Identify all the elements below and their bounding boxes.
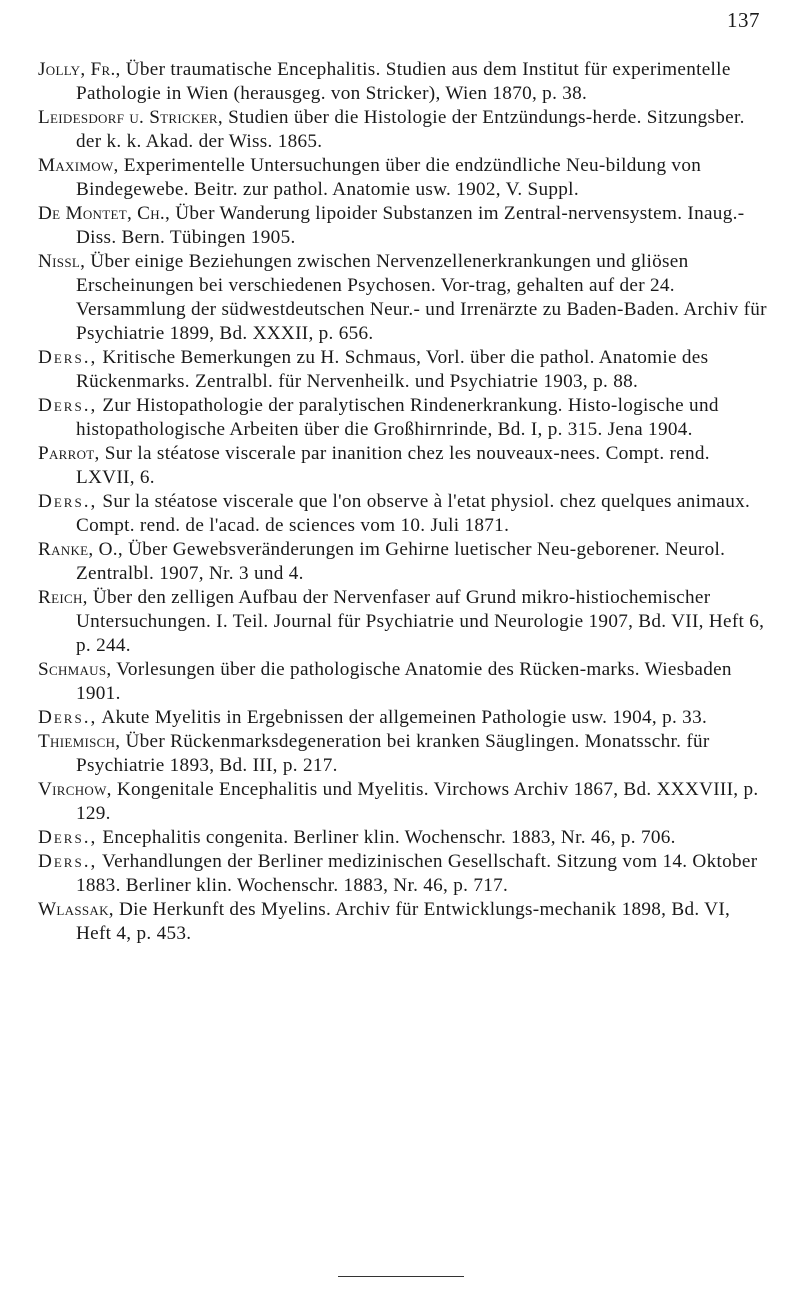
reference-entry bbox=[38, 346, 768, 394]
reference-text: Experimentelle Untersuchungen über die endzündliche Neu-bildung von Bindegewebe. Beitr. zur pathol. Anatomie usw. 1902, V. Suppl. bbox=[76, 155, 702, 200]
reference-author: Wlassak, bbox=[38, 899, 114, 920]
reference-entry bbox=[38, 538, 768, 586]
reference-author: Maximow, bbox=[38, 155, 119, 176]
reference-author: Virchow, bbox=[38, 779, 112, 800]
reference-entry bbox=[38, 250, 768, 346]
reference-entry bbox=[38, 106, 768, 154]
reference-entry bbox=[38, 730, 768, 778]
reference-text: Studien über die Histologie der Entzündungs-herde. Sitzungsber. der k. k. Akad. der Wiss. 1865. bbox=[76, 107, 745, 152]
reference-text: Zur Histopathologie der paralytischen Rindenerkrankung. Histo-logische und histopathologische Arbeiten über die Großhirnrinde, Bd. I, p. 315. Jena 1904. bbox=[76, 395, 719, 440]
reference-text: Vorlesungen über die pathologische Anatomie des Rücken-marks. Wiesbaden 1901. bbox=[76, 659, 732, 704]
reference-entry bbox=[38, 826, 768, 850]
reference-author: Ders., bbox=[38, 827, 98, 848]
reference-list bbox=[38, 58, 768, 946]
reference-author: Leidesdorf u. Stricker, bbox=[38, 107, 223, 128]
reference-text: Sur la stéatose viscerale par inanition chez les nouveaux-nees. Compt. rend. LXVII, 6. bbox=[76, 443, 710, 488]
reference-entry bbox=[38, 706, 768, 730]
page-number: 137 bbox=[727, 8, 760, 32]
reference-author: Schmaus, bbox=[38, 659, 112, 680]
reference-author: De Montet, Ch., bbox=[38, 203, 171, 224]
reference-entry bbox=[38, 202, 768, 250]
reference-entry bbox=[38, 778, 768, 826]
reference-text: Über den zelligen Aufbau der Nervenfaser auf Grund mikro-histiochemischer Untersuchungen. I. Teil. Journal für Psychiatrie und Neurologie 1907, Bd. VII, Heft 6, p. 244. bbox=[76, 587, 765, 656]
footer-rule bbox=[338, 1276, 464, 1277]
reference-text: Akute Myelitis in Ergebnissen der allgemeinen Pathologie usw. 1904, p. 33. bbox=[97, 707, 708, 728]
reference-author: Nissl, bbox=[38, 251, 86, 272]
reference-author: Ders., bbox=[38, 491, 98, 512]
reference-text: Verhandlungen der Berliner medizinischen Gesellschaft. Sitzung vom 14. Oktober 1883. Berliner klin. Wochenschr. 1883, Nr. 46, p. 717. bbox=[76, 851, 758, 896]
reference-entry bbox=[38, 394, 768, 442]
reference-text: Sur la stéatose viscerale que l'on observe à l'etat physiol. chez quelques animaux. Compt. rend. de l'acad. de sciences vom 10. Juli 1871. bbox=[76, 491, 751, 536]
reference-entry bbox=[38, 58, 768, 106]
reference-text: Über traumatische Encephalitis. Studien aus dem Institut für experimentelle Pathologie in Wien (herausgeg. von Stricker), Wien 1870, p. 38. bbox=[76, 59, 731, 104]
reference-entry bbox=[38, 490, 768, 538]
reference-text: Kongenitale Encephalitis und Myelitis. Virchows Archiv 1867, Bd. XXXVIII, p. 129. bbox=[76, 779, 759, 824]
reference-entry bbox=[38, 586, 768, 658]
reference-author: Ders., bbox=[38, 347, 98, 368]
reference-text: Über Rückenmarksdegeneration bei kranken Säuglingen. Monatsschr. für Psychiatrie 1893, Bd. III, p. 217. bbox=[76, 731, 710, 776]
reference-author: Parrot, bbox=[38, 443, 100, 464]
reference-entry bbox=[38, 898, 768, 946]
reference-entry bbox=[38, 442, 768, 490]
reference-author: Ders., bbox=[38, 707, 98, 728]
reference-author: Ranke, O., bbox=[38, 539, 123, 560]
reference-entry bbox=[38, 658, 768, 706]
reference-text: Über einige Beziehungen zwischen Nervenzellenerkrankungen und gliösen Erscheinungen bei verschiedenen Psychosen. Vor-trag, gehalten auf der 24. Versammlung der südwestdeutschen Neur.- und Irrenärzte zu Baden-Baden. Archiv für Psychiatrie 1899, Bd. XXXII, p. 656. bbox=[76, 251, 767, 344]
reference-text: Kritische Bemerkungen zu H. Schmaus, Vorl. über die pathol. Anatomie des Rückenmarks. Zentralbl. für Nervenheilk. und Psychiatrie 1903, p. 88. bbox=[76, 347, 709, 392]
reference-author: Thiemisch, bbox=[38, 731, 121, 752]
reference-author: Ders., bbox=[38, 395, 98, 416]
reference-author: Ders., bbox=[38, 851, 98, 872]
reference-entry bbox=[38, 850, 768, 898]
reference-text: Über Gewebsveränderungen im Gehirne luetischer Neu-geborener. Neurol. Zentralbl. 1907, Nr. 3 und 4. bbox=[76, 539, 726, 584]
reference-author: Reich, bbox=[38, 587, 88, 608]
reference-text: Encephalitis congenita. Berliner klin. Wochenschr. 1883, Nr. 46, p. 706. bbox=[97, 827, 676, 848]
reference-text: Über Wanderung lipoider Substanzen im Zentral-nervensystem. Inaug.-Diss. Bern. Tübingen 1905. bbox=[76, 203, 745, 248]
reference-entry bbox=[38, 154, 768, 202]
reference-text: Die Herkunft des Myelins. Archiv für Entwicklungs-mechanik 1898, Bd. VI, Heft 4, p. 453. bbox=[76, 899, 731, 944]
reference-author: Jolly, Fr., bbox=[38, 59, 121, 80]
